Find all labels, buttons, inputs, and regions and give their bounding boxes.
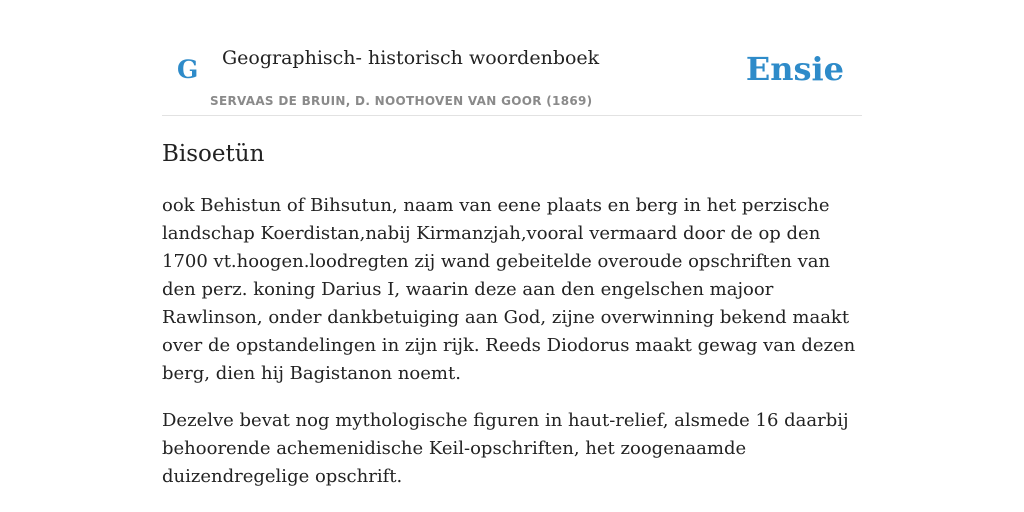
page-container (162, 0, 862, 487)
entry-paragraph: ook Behistun of Bihsutun, naam van eene plaats en berg in het perzische landschap Koerdistan,nabij Kirmanzjah,vooral vermaard door de op den 1700 vt.hoogen.loodregten zij wand gebeitelde overoude opschriften van den perz. koning Darius I, waarin deze aan den engelschen majoor Rawlinson, onder dankbetuiging aan God, zijne overwinning bekend maakt over de opstandelingen in zijn rijk. Reeds Diodorus maakt gewag van dezen berg, dien hij Bagistanon noemt. (162, 195, 856, 384)
book-title[interactable]: Geographisch- historisch woordenboek (222, 47, 600, 69)
book-logo-letter[interactable]: G (177, 55, 199, 84)
entry-paragraph: Dezelve bevat nog mythologische figuren in haut-relief, alsmede 16 daarbij behoorende achemenidische Keil-opschriften, het zoogenaamde duizendregelige opschrift. (162, 410, 849, 487)
entry-title: Bisoetün (162, 141, 265, 167)
ensie-logo-link[interactable]: Ensie (745, 50, 844, 88)
entry-body (162, 192, 862, 510)
book-authors: SERVAAS DE BRUIN, D. NOOTHOVEN VAN GOOR (1869) (210, 94, 593, 108)
page-header (162, 0, 862, 116)
